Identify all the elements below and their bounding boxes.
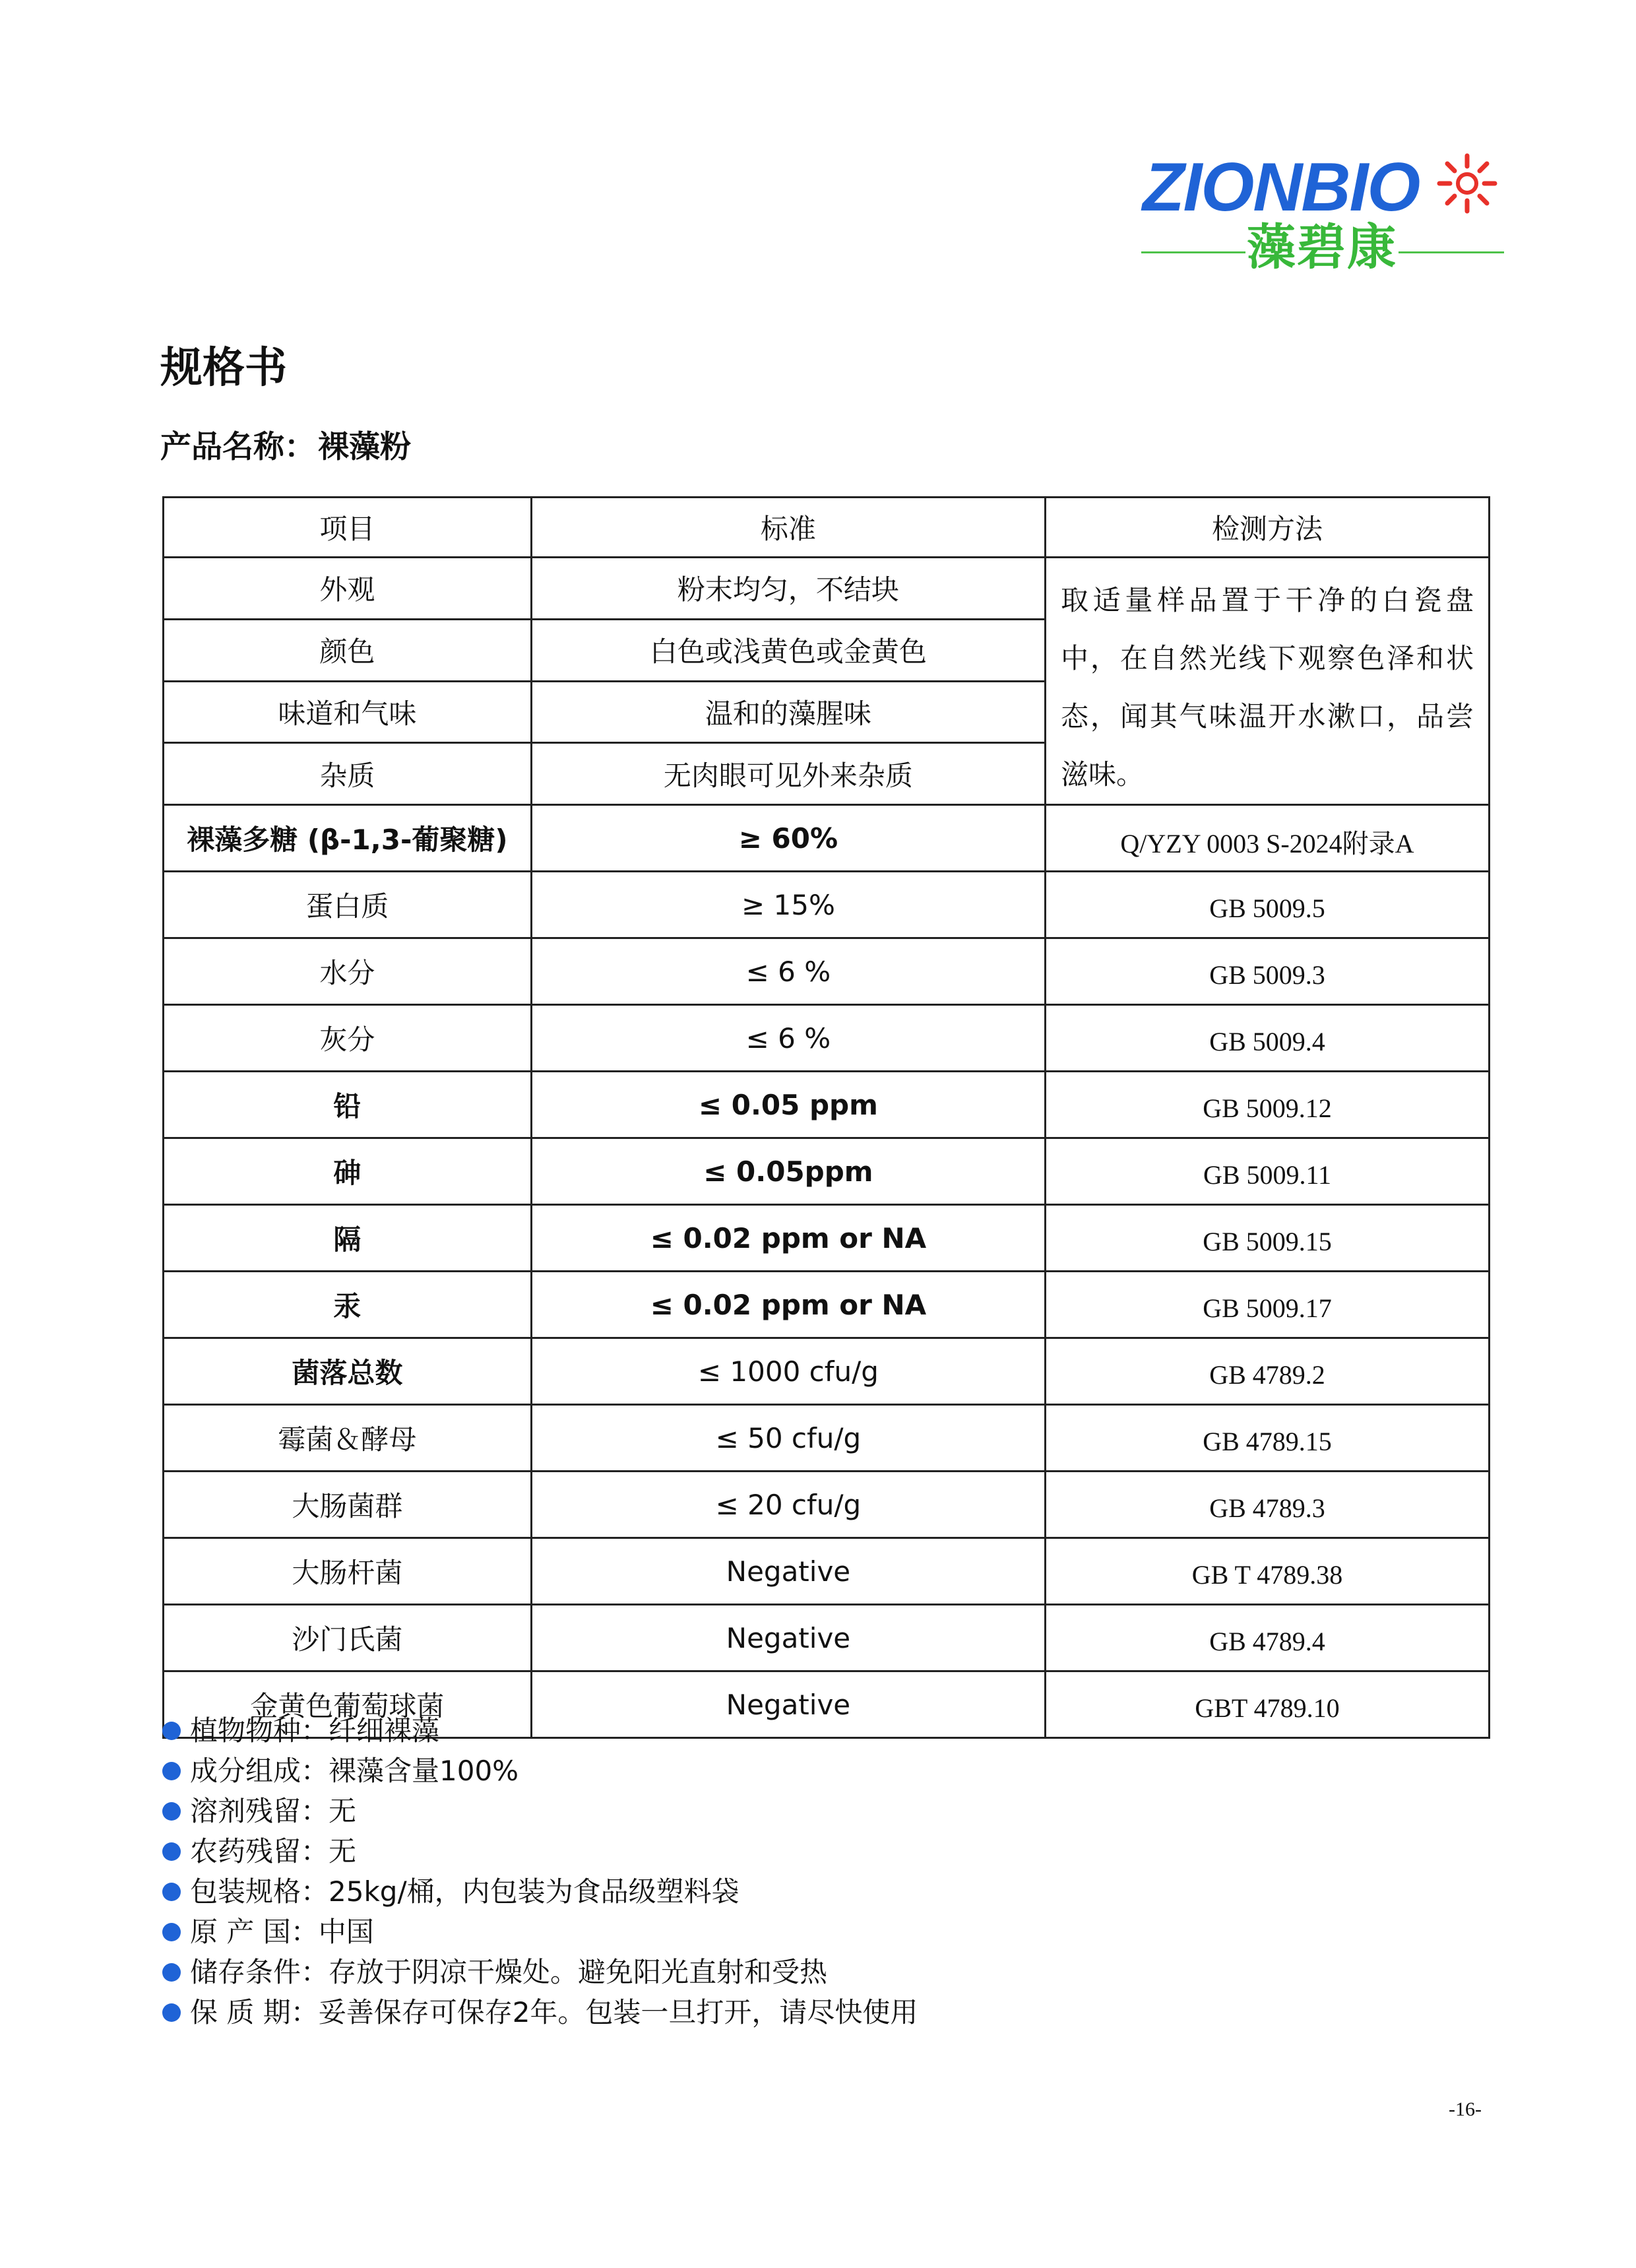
bullet-dot-icon <box>162 2003 181 2022</box>
logo-wordmark: ZIONBIO <box>1143 149 1420 226</box>
row-item: 菌落总数 <box>164 1338 532 1405</box>
product-notes-list <box>162 1710 918 2032</box>
table-header-row <box>164 498 1490 558</box>
note-label: 保 质 期： <box>190 1996 319 2028</box>
row-item: 味道和气味 <box>164 681 532 743</box>
table-row <box>164 1338 1490 1405</box>
row-method: GB 5009.5 <box>1045 872 1489 938</box>
row-item: 灰分 <box>164 1005 532 1072</box>
row-item: 杂质 <box>164 743 532 805</box>
header-method: 检测方法 <box>1045 498 1489 558</box>
row-item: 外观 <box>164 558 532 620</box>
note-label: 包装规格： <box>190 1875 329 1908</box>
bullet-dot-icon <box>162 1842 181 1861</box>
row-standard: 白色或浅黄色或金黄色 <box>531 619 1045 681</box>
product-name-line <box>160 429 411 466</box>
note-label: 农药残留： <box>190 1835 329 1867</box>
table-row <box>164 1472 1490 1538</box>
row-method: GB 5009.11 <box>1045 1138 1489 1205</box>
table-row <box>164 1605 1490 1671</box>
note-value: 存放于阴凉干燥处。避免阳光直射和受热 <box>329 1956 828 1988</box>
row-standard: ≤ 0.05 ppm <box>531 1072 1045 1138</box>
row-method: GB 5009.12 <box>1045 1072 1489 1138</box>
row-standard: ≤ 20 cfu/g <box>531 1472 1045 1538</box>
row-item: 蛋白质 <box>164 872 532 938</box>
table-row <box>164 1072 1490 1138</box>
row-standard: Negative <box>531 1605 1045 1671</box>
list-item <box>162 1952 918 1992</box>
row-method: GB 5009.15 <box>1045 1205 1489 1272</box>
document-title: 规格书 <box>160 344 287 393</box>
page-number: -16- <box>1449 2098 1482 2120</box>
note-value: 裸藻含量100% <box>329 1755 519 1787</box>
row-method: GB 4789.4 <box>1045 1605 1489 1671</box>
row-standard: Negative <box>531 1671 1045 1738</box>
note-label: 成分组成： <box>190 1755 329 1787</box>
table-row <box>164 1005 1490 1072</box>
list-item <box>162 1871 918 1912</box>
row-item: 金黄色葡萄球菌 <box>164 1671 532 1738</box>
product-name-label: 产品名称： <box>160 429 315 465</box>
bullet-dot-icon <box>162 1722 181 1740</box>
row-standard: ≤ 50 cfu/g <box>531 1405 1045 1472</box>
sun-icon <box>1434 150 1500 216</box>
bullet-dot-icon <box>162 1762 181 1780</box>
product-name-value: 裸藻粉 <box>318 429 411 465</box>
row-method: GB 4789.2 <box>1045 1338 1489 1405</box>
row-method: GB 5009.3 <box>1045 938 1489 1005</box>
bullet-dot-icon <box>162 1802 181 1821</box>
row-standard: 粉末均匀，不结块 <box>531 558 1045 620</box>
row-method: GB T 4789.38 <box>1045 1538 1489 1605</box>
bullet-dot-icon <box>162 1963 181 1982</box>
row-item: 砷 <box>164 1138 532 1205</box>
table-row <box>164 1272 1490 1338</box>
row-item: 沙门氏菌 <box>164 1605 532 1671</box>
row-method: GB 4789.3 <box>1045 1472 1489 1538</box>
row-standard: ≤ 6 % <box>531 938 1045 1005</box>
row-standard: 无肉眼可见外来杂质 <box>531 743 1045 805</box>
table-row <box>164 1205 1490 1272</box>
row-standard: ≥ 60% <box>531 805 1045 872</box>
list-item <box>162 1791 918 1831</box>
note-value: 无 <box>329 1835 357 1867</box>
row-item: 水分 <box>164 938 532 1005</box>
row-item: 霉菌＆酵母 <box>164 1405 532 1472</box>
table-row <box>164 938 1490 1005</box>
row-method: GB 4789.15 <box>1045 1405 1489 1472</box>
specification-table <box>162 496 1490 1739</box>
note-value: 纤细裸藻 <box>329 1714 440 1747</box>
table-row <box>164 558 1490 620</box>
list-item <box>162 1710 918 1751</box>
sensory-test-method: 取适量样品置于干净的白瓷盘中，在自然光线下观察色泽和状态，闻其气味温开水漱口，品尝滋味。 <box>1045 558 1489 805</box>
row-method: GB 5009.17 <box>1045 1272 1489 1338</box>
row-item: 汞 <box>164 1272 532 1338</box>
row-method: GBT 4789.10 <box>1045 1671 1489 1738</box>
bullet-dot-icon <box>162 1923 181 1941</box>
row-standard: ≤ 0.02 ppm or NA <box>531 1272 1045 1338</box>
table-row <box>164 1138 1490 1205</box>
list-item <box>162 1831 918 1871</box>
header-standard: 标准 <box>531 498 1045 558</box>
company-logo <box>1115 132 1511 290</box>
note-value: 无 <box>329 1795 357 1827</box>
list-item <box>162 1992 918 2032</box>
row-standard: 温和的藻腥味 <box>531 681 1045 743</box>
table-row <box>164 1538 1490 1605</box>
note-label: 原 产 国： <box>190 1916 319 1948</box>
row-item: 裸藻多糖 (β-1,3-葡聚糖) <box>164 805 532 872</box>
logo-chinese-name: 藻碧康 <box>1247 219 1397 276</box>
note-value: 中国 <box>318 1916 374 1948</box>
row-item: 隔 <box>164 1205 532 1272</box>
table-row <box>164 805 1490 872</box>
note-value: 妥善保存可保存2年。包装一旦打开，请尽快使用 <box>318 1996 918 2028</box>
note-label: 储存条件： <box>190 1956 329 1988</box>
bullet-dot-icon <box>162 1883 181 1901</box>
note-value: 25kg/桶，内包装为食品级塑料袋 <box>329 1875 739 1908</box>
row-item: 铅 <box>164 1072 532 1138</box>
table-row <box>164 872 1490 938</box>
note-label: 植物物种： <box>190 1714 329 1747</box>
row-standard: ≤ 6 % <box>531 1005 1045 1072</box>
row-item: 大肠菌群 <box>164 1472 532 1538</box>
row-standard: ≤ 0.02 ppm or NA <box>531 1205 1045 1272</box>
logo-divider-right <box>1399 251 1504 253</box>
row-standard: ≥ 15% <box>531 872 1045 938</box>
list-item <box>162 1912 918 1952</box>
list-item <box>162 1751 918 1791</box>
row-standard: ≤ 0.05ppm <box>531 1138 1045 1205</box>
note-label: 溶剂残留： <box>190 1795 329 1827</box>
row-standard: ≤ 1000 cfu/g <box>531 1338 1045 1405</box>
logo-divider-left <box>1141 251 1245 253</box>
header-item: 项目 <box>164 498 532 558</box>
row-item: 颜色 <box>164 619 532 681</box>
row-method: Q/YZY 0003 S-2024附录A <box>1045 805 1489 872</box>
row-method: GB 5009.4 <box>1045 1005 1489 1072</box>
row-standard: Negative <box>531 1538 1045 1605</box>
table-row <box>164 1405 1490 1472</box>
row-item: 大肠杆菌 <box>164 1538 532 1605</box>
